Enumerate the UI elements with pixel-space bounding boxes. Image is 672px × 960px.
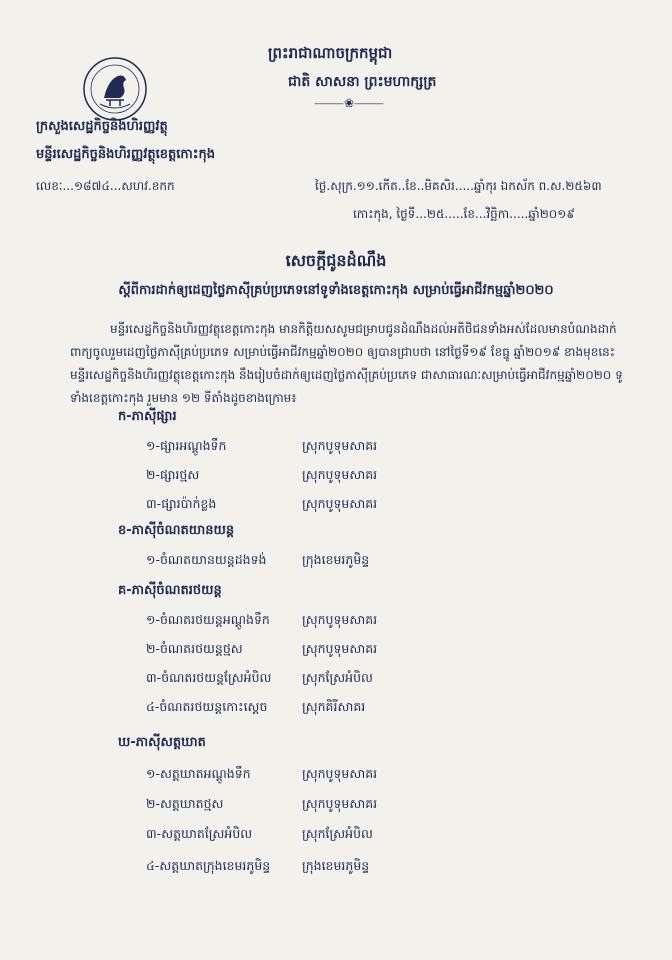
list-item-location: ស្រុកបូទុមសាគរ xyxy=(302,612,378,627)
list-item-location: ស្រុកស្រែអំបិល xyxy=(302,826,373,841)
national-motto: ជាតិ សាសនា ព្រះមហាក្សត្រ xyxy=(288,74,437,90)
notice-title: សេចក្តីជូនដំណឹង xyxy=(285,251,387,270)
list-item: ៣-សត្តឃាតស្រែអំបិល xyxy=(146,826,253,841)
list-item-location: ស្រុកស្រែអំបិល xyxy=(302,670,373,685)
lunar-date: ថ្ងៃ.សុក្រ.១១.កើត..ខែ..មិគសិរ.....ឆ្នាំកុរ ឯកស័ក ព.ស.២៥៦៣ xyxy=(315,179,602,193)
list-item: ៣-ផ្សារប៉ាក់ខ្លង xyxy=(146,496,217,511)
ministry-name: ក្រសួងសេដ្ឋកិច្ចនិងហិរញ្ញវត្ថុ xyxy=(36,119,168,134)
list-item: ៣-ចំណតរថយន្តស្រែអំបិល xyxy=(146,670,272,685)
list-item: ៤-ចំណតរថយន្តកោះស្តេច xyxy=(146,699,268,714)
solar-date: កោះកុង, ថ្ងៃទី...២៥.....ខែ...វិច្ឆិកា.....ឆ្នាំ២០១៩ xyxy=(353,207,575,221)
category-heading-market: ក-ភាស៊ីផ្សារ xyxy=(118,409,177,424)
reference-number: លេខៈ...១៨៧៤...សហវ.ខកក xyxy=(36,179,175,193)
list-item: ២-ផ្សារថ្មស xyxy=(146,467,200,482)
category-heading-vehicle-parking: ខ-ភាស៊ីចំណតយានយន្ត xyxy=(118,523,235,538)
list-item-location: ស្រុកបូទុមសាគរ xyxy=(302,438,378,453)
list-item-location: ស្រុកបូទុមសាគរ xyxy=(302,641,378,656)
notice-subject: ស្តីពីការដាក់ឲ្យដេញថ្លៃភាស៊ីគ្រប់ប្រភេទនៅទូទាំងខេត្តកោះកុង សម្រាប់ធ្វើអាជីវកម្មឆ្នាំ២០២០ xyxy=(118,283,554,298)
list-item-location: ស្រុកបូទុមសាគរ xyxy=(302,766,378,781)
list-item: ១-ចំណតយានយន្តដងទង់ xyxy=(146,552,267,567)
list-item: ២-សត្តឃាតថ្មស xyxy=(146,796,224,811)
list-item-location: ស្រុកបូទុមសាគរ xyxy=(302,467,378,482)
department-name: មន្ទីរសេដ្ឋកិច្ចនិងហិរញ្ញវត្ថុខេត្តកោះកុង xyxy=(36,147,216,162)
list-item-location: ក្រុងខេមរភូមិន្ទ xyxy=(302,858,370,873)
notice-paragraph: មន្ទីរសេដ្ឋកិច្ចនិងហិរញ្ញវត្ថុខេត្តកោះកុង មានកិត្តិយសសូមជម្រាបជូនដំណឹងដល់អតិថិជនទាំងអស់ដែលមានបំណងដាក់ពាក្យចូលរួមដេញថ្លៃភាស៊ីគ្រប់ប្រភេទ សម្រាប់ធ្វើអាជីវកម្មឆ្នាំ២០២០ ឲ្យបានជ្រាបថា នៅថ្ងៃទី១៩ ខែធ្នូ ឆ្នាំ២០១៩ ខាងមុខនេះ មន្ទីរសេដ្ឋកិច្ចនិងហិរញ្ញវត្ថុខេត្តកោះកុង នឹងរៀបចំដាក់ឲ្យដេញថ្លៃភាស៊ីគ្រប់ប្រភេទ ជាសាធារណៈសម្រាប់ធ្វើអាជីវកម្មឆ្នាំ២០២០ ទូទាំងខេត្តកោះកុង រួមមាន ១២ ទីតាំងដូចខាងក្រោម៖ xyxy=(70,322,623,405)
list-item: ៤-សត្តឃាតក្រុងខេមរភូមិន្ទ xyxy=(146,858,271,873)
list-item: ២-ចំណតរថយន្តថ្មស xyxy=(146,641,243,656)
list-item-location: ស្រុកបូទុមសាគរ xyxy=(302,496,378,511)
list-item-location: ស្រុកបូទុមសាគរ xyxy=(302,796,378,811)
list-item-location: ក្រុងខេមរភូមិន្ទ xyxy=(302,552,370,567)
ornament-divider: ⸻❀⸻ xyxy=(314,96,384,110)
kingdom-heading: ព្រះរាជាណាចក្រកម្ពុជា xyxy=(268,44,393,62)
category-heading-car-parking: គ-ភាស៊ីចំណតរថយន្ត xyxy=(118,583,222,598)
ministry-seal-logo xyxy=(80,54,150,124)
category-heading-slaughterhouse: ឃ-ភាស៊ីសត្តឃាត xyxy=(118,735,206,750)
list-item: ១-ផ្សារអណ្តូងទឹក xyxy=(146,438,227,453)
list-item: ១-សត្តឃាតអណ្តូងទឹក xyxy=(146,766,251,781)
list-item-location: ស្រុកគិរីសាគរ xyxy=(302,699,366,714)
list-item: ១-ចំណតរថយន្តអណ្តូងទឹក xyxy=(146,612,270,627)
